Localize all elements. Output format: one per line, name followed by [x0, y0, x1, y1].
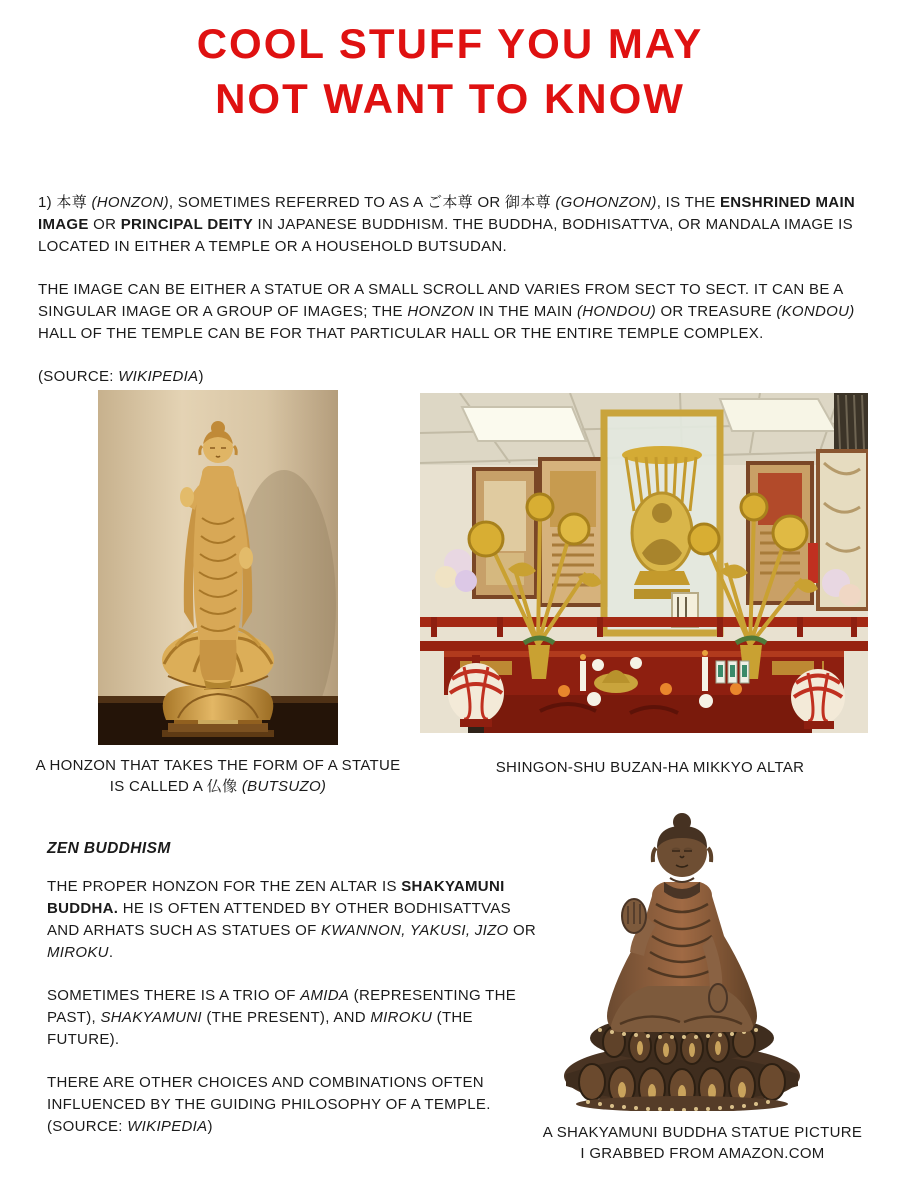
zen-heading: ZEN BUDDHISM [47, 840, 171, 857]
text-segment: (THE FUTURE). [47, 1009, 473, 1048]
honzon-statue-illustration [98, 390, 338, 745]
text-segment: , IS THE [656, 194, 720, 211]
text-segment: (BUTSUZO) [241, 778, 327, 795]
altar-illustration [420, 393, 868, 733]
altar-caption-line: SHINGON-SHU BUZAN-HA MIKKYO ALTAR [495, 759, 805, 776]
shakyamuni-statue-photo [552, 786, 812, 1111]
text-segment: SHAKYAMUNI [100, 1009, 202, 1026]
text-segment: 1) 本尊 [38, 194, 92, 211]
text-segment: SHAKYAMUNI BUDDHA. [47, 878, 505, 917]
honzon-caption-line2 [10, 776, 426, 797]
shakyamuni-caption-line1: A SHAKYAMUNI BUDDHA STATUE PICTURE [542, 1124, 863, 1141]
page-title [0, 16, 900, 126]
zen-paragraph-3 [47, 1072, 543, 1138]
zen-section [47, 876, 543, 1159]
text-segment: (KONDOU) [776, 303, 855, 320]
text-segment: SOMETIMES THERE IS A TRIO OF [47, 987, 301, 1004]
page-title-line2: NOT WANT TO KNOW [215, 75, 685, 122]
text-segment: THE IMAGE CAN BE EITHER A STATUE OR A SMALL SCROLL AND VARIES FROM SECT TO SECT. IT CAN BE A SINGULAR IMAGE OR A GROUP OF IMAGES; THE [38, 281, 843, 320]
text-segment: HE IS OFTEN ATTENDED BY OTHER BODHISATTVAS AND ARHATS SUCH AS STATUES OF [47, 900, 511, 939]
text-segment: MIROKU [47, 944, 109, 961]
text-segment: OR [508, 922, 537, 939]
intro-source-line [38, 366, 872, 388]
honzon-caption [10, 755, 426, 797]
text-segment: ENSHRINED MAIN IMAGE [38, 194, 856, 233]
shakyamuni-statue-illustration [552, 786, 812, 1111]
shakyamuni-caption [505, 1122, 900, 1164]
text-segment: IN JAPANESE BUDDHISM. THE BUDDHA, BODHISATTVA, OR MANDALA IMAGE IS LOCATED IN EITHER A TEMPLE OR A HOUSEHOLD BUTSUDAN. [38, 216, 853, 255]
text-segment: AMIDA [300, 987, 350, 1004]
intro-paragraph-1 [38, 192, 872, 258]
mikkyo-altar-photo [420, 393, 868, 733]
text-segment: OR TREASURE [656, 303, 777, 320]
buddha-figure [607, 813, 757, 1032]
altar-caption [432, 757, 868, 778]
text-segment: . [108, 944, 114, 961]
text-segment: KWANNON, YAKUSI, JIZO [321, 922, 509, 939]
text-segment: (HONZON) [91, 194, 169, 211]
text-segment: HALL OF THE TEMPLE CAN BE FOR THAT PARTICULAR HALL OR THE ENTIRE TEMPLE COMPLEX. [38, 325, 764, 342]
text-segment: PRINCIPAL DEITY [120, 216, 254, 233]
zen-paragraph-1 [47, 876, 543, 964]
shakyamuni-caption-line2: I GRABBED FROM AMAZON.COM [580, 1145, 825, 1162]
honzon-statue-photo [98, 390, 338, 745]
text-segment: THE PROPER HONZON FOR THE ZEN ALTAR IS [47, 878, 402, 895]
honzon-caption-line1: A HONZON THAT TAKES THE FORM OF A STATUE [35, 757, 401, 774]
page-title-line1: COOL STUFF YOU MAY [196, 20, 704, 67]
text-segment: , SOMETIMES REFERRED TO AS A ご本尊 OR 御本尊 [168, 194, 556, 211]
text-segment: MIROKU [370, 1009, 433, 1026]
text-segment: WIKIPEDIA [118, 368, 199, 385]
text-segment: (THE PRESENT), AND [201, 1009, 371, 1026]
text-segment: IS CALLED A 仏像 [109, 778, 242, 795]
text-segment: OR [88, 216, 121, 233]
text-segment: ) [207, 1118, 213, 1135]
text-segment: (REPRESENTING THE PAST), [47, 987, 517, 1026]
text-segment: WIKIPEDIA [127, 1118, 208, 1135]
text-segment: IN THE MAIN [474, 303, 577, 320]
text-segment: HONZON [407, 303, 475, 320]
text-segment: (GOHONZON) [555, 194, 657, 211]
text-segment: (SOURCE: [38, 368, 119, 385]
text-segment: ) [198, 368, 204, 385]
intro-paragraph-2 [38, 279, 872, 345]
intro-section [38, 192, 872, 409]
text-segment: (HONDOU) [576, 303, 656, 320]
text-segment: THERE ARE OTHER CHOICES AND COMBINATIONS OFTEN INFLUENCED BY THE GUIDING PHILOSOPHY OF A TEMPLE. (SOURCE: [47, 1074, 491, 1135]
zen-paragraph-2 [47, 985, 543, 1051]
